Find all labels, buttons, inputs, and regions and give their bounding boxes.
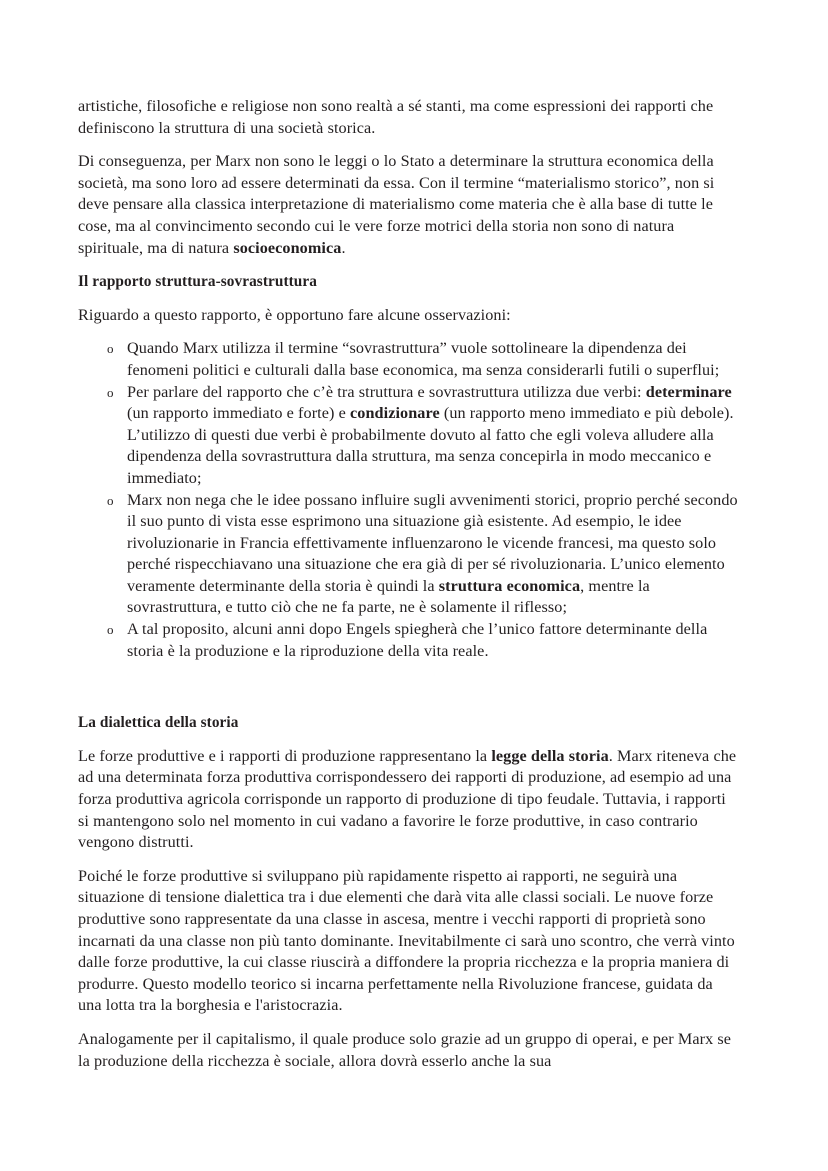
paragraph-text: Di conseguenza, per Marx non sono le leggi o lo Stato a determinare la struttura economica della società, ma sono loro ad essere determinati da essa. Con il termine “materialismo storico”, non si deve pensare alla classica interpretazione di materialismo come materia che è alla base di tutte le cose, ma al convincimento secondo cui le vere forze motrici della storia non sono di natura spirituale, ma di natura (78, 152, 715, 257)
paragraph-legge-della-storia (78, 746, 740, 854)
section-heading-rapporto: Il rapporto struttura-sovrastruttura (78, 273, 317, 291)
list-item-text: Quando Marx utilizza il termine “sovrastruttura” vuole sottolineare la dipendenza dei fenomeni politici e culturali dalla base economica, ma senza considerarli futili o superflui; (127, 339, 720, 379)
bold-condizionare: condizionare (350, 404, 440, 423)
paragraph-capitalismo: Analogamente per il capitalismo, il quale produce solo grazie ad un gruppo di operai, e per Marx se la produzione della ricchezza è sociale, allora dovrà esserlo anche la sua (78, 1029, 732, 1070)
list-item-text: A tal proposito, alcuni anni dopo Engels spiegherà che l’unico fattore determinante della storia è la produzione e la riproduzione della vita reale. (127, 620, 708, 660)
bullet-circle-icon: o (107, 384, 114, 400)
list-item (78, 338, 740, 381)
list-item (78, 490, 740, 620)
list-item-text-2: , mentre la sovrastruttura, e tutto ciò che ne fa parte, ne è solamente il riflesso; (127, 576, 650, 617)
bold-determinare: determinare (645, 382, 732, 401)
paragraph-period: . (341, 238, 346, 257)
paragraph-tensione-dialettica: Poiché le forze produttive si sviluppano più rapidamente rispetto ai rapporti, ne seguirà una situazione di tensione dialettica tra i due elementi che darà vita alle classi sociali. Le nuove forze produttive sono rappresentate da una classe in ascesa, mentre i vecchi rapporti di proprietà sono incarnati da una classe non più tanto dominante. Inevitabilmente ci sarà uno scontro, che verrà vinto dalle forze produttive, la cui classe riuscirà a diffondere la propria ricchezza e la propria maniera di produrre. Questo modello teorico si incarna perfettamente nella Rivoluzione francese, guidata da una lotta tra la borghesia e l'aristocrazia. (78, 866, 735, 1015)
list-item (78, 382, 740, 490)
list-item-text: Marx non nega che le idee possano influire sugli avvenimenti storici, proprio perché secondo il suo punto di vista esse esprimono una situazione già esistente. Ad esempio, le idee rivoluzionarie in Francia effettivamente influenzarono le vicende francesi, ma questo solo perché rispecchiavano una situazione che era già di per sé rivoluzionaria. L’unico elemento veramente determinante della storia è quindi la (127, 490, 738, 595)
paragraph-text-2: . Marx riteneva che ad una determinata forza produttiva corrispondessero dei rapporti di produzione, ad esempio ad una forza produttiva agricola corrisponde un rapporto di produzione di tipo feudale. Tuttavia, i rapporti si mantengono solo nel momento in cui vadano a favorire le forze produttive, in caso contrario vengono distrutti. (78, 746, 737, 852)
bold-struttura-economica: struttura economica (438, 576, 581, 595)
paragraph-continuation: artistiche, filosofiche e religiose non sono realtà a sé stanti, ma come espressioni dei rapporti che definiscono la struttura di una società storica. (78, 97, 714, 137)
bullet-circle-icon: o (107, 341, 114, 357)
section-heading-dialettica: La dialettica della storia (78, 714, 239, 732)
list-item (78, 619, 740, 662)
bold-socioeconomica: socioeconomica (233, 238, 342, 257)
document-body (78, 96, 740, 1072)
paragraph-text: Le forze produttive e i rapporti di produzione rappresentano la (78, 746, 492, 765)
observations-list (78, 338, 740, 662)
bullet-circle-icon: o (107, 622, 114, 638)
list-item-text: Per parlare del rapporto che c’è tra struttura e sovrastruttura utilizza due verbi: (127, 382, 646, 401)
list-item-text-2: (un rapporto immediato e forte) e (127, 404, 351, 423)
paragraph-osservazioni-intro: Riguardo a questo rapporto, è opportuno fare alcune osservazioni: (78, 305, 511, 324)
paragraph-materialismo-storico (78, 151, 740, 259)
list-item-text-3: (un rapporto meno immediato e più debole). L’utilizzo di questi due verbi è probabilmente dovuto al fatto che egli voleva alludere alla dipendenza della sovrastruttura dalla struttura, ma senza concepirla in modo meccanico e immediato; (127, 404, 734, 487)
bold-legge-della-storia: legge della storia (491, 746, 609, 765)
bullet-circle-icon: o (107, 492, 114, 508)
section-spacer (78, 662, 740, 712)
